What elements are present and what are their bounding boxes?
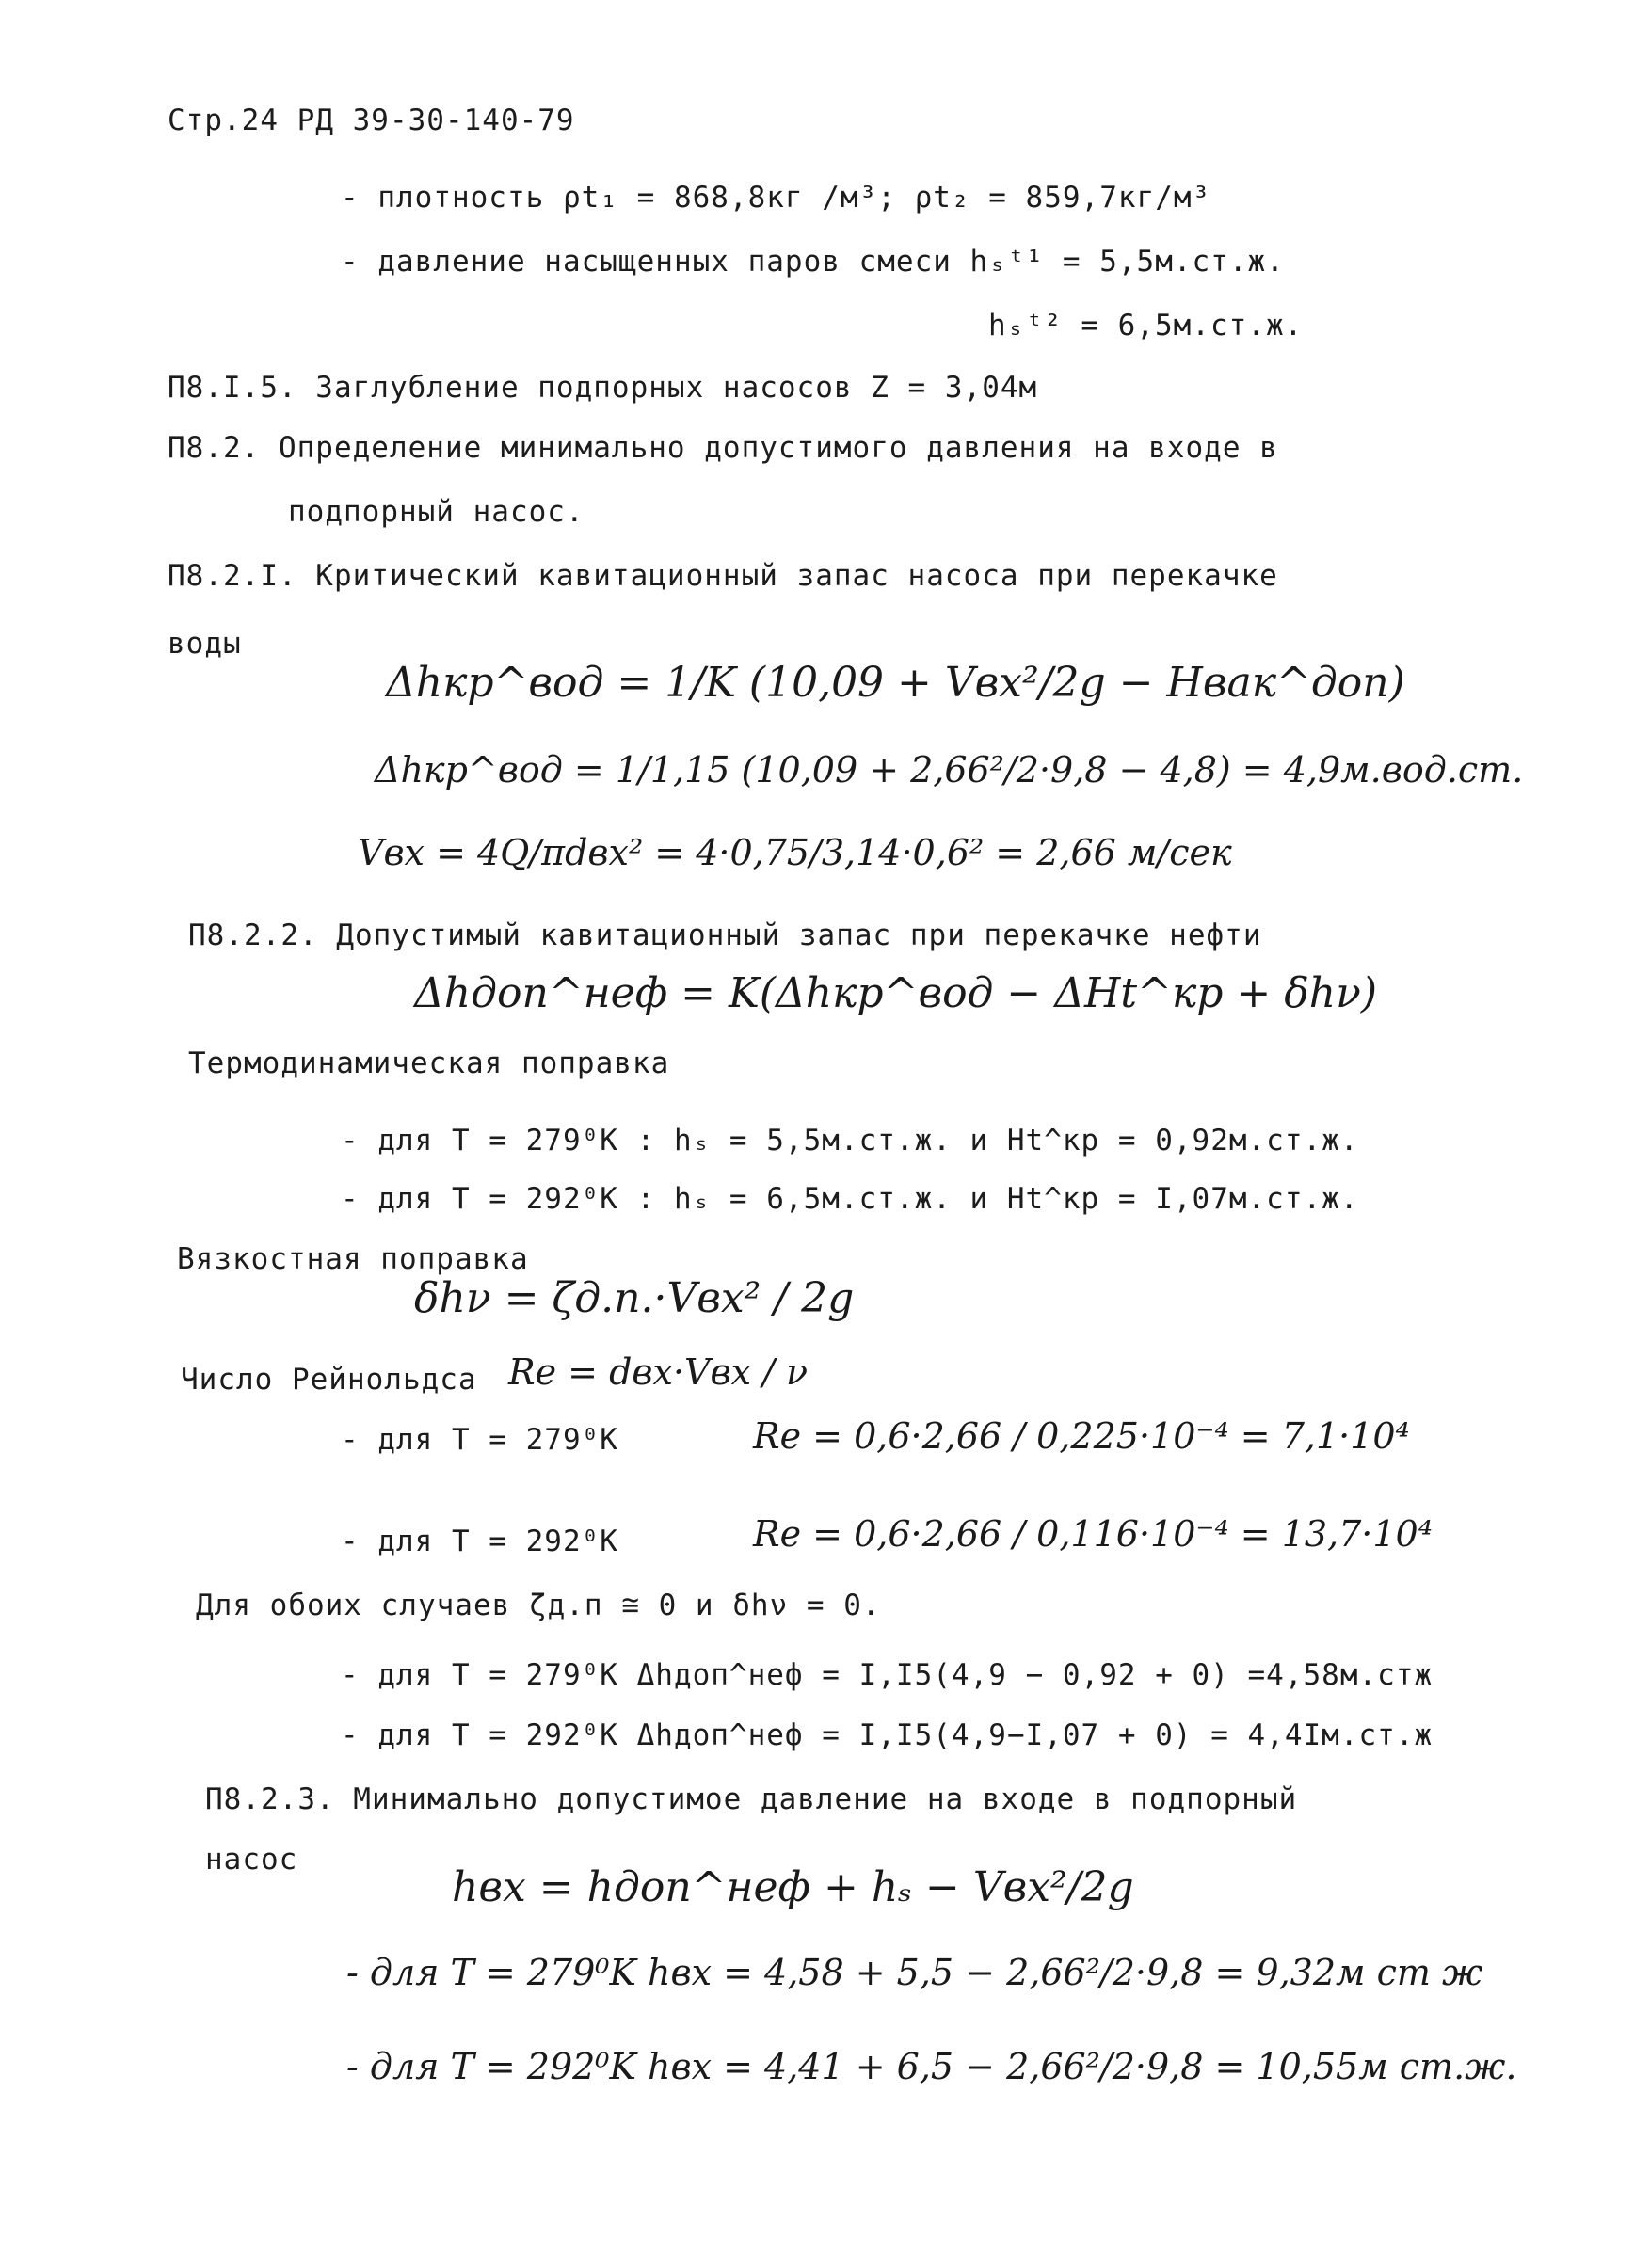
formula-inlet-pressure: hвх = hдоп^неф + hₛ − Vвх²/2g (452, 1863, 1134, 1911)
inlet-pressure-279k: - для T = 279⁰K hвх = 4,58 + 5,5 − 2,66²/2·9,8 = 9,32м ст ж (346, 1952, 1483, 1993)
reynolds-279k-calc: Re = 0,6·2,66 / 0,225·10⁻⁴ = 7,1·10⁴ (753, 1415, 1410, 1457)
viscosity-correction-label: Вязкостная поправка (177, 1242, 529, 1276)
reynolds-292k-calc: Re = 0,6·2,66 / 0,116·10⁻⁴ = 13,7·10⁴ (753, 1513, 1433, 1555)
section-p8-2-title: П8.2. Определение минимально допустимого давления на входе в (168, 431, 1278, 465)
formula-critical-reserve-calc: Δhкр^вод = 1/1,15 (10,09 + 2,66²/2·9,8 − 4,8) = 4,9м.вод.ст. (375, 749, 1524, 791)
thermo-line-279k: - для T = 279⁰K : hₛ = 5,5м.ст.ж. и Ht^кр = 0,92м.ст.ж. (341, 1124, 1359, 1158)
vapor-pressure-line-1: - давление насыщенных паров смеси hₛᵗ¹ = 5,5м.ст.ж. (341, 245, 1285, 279)
reynolds-label: Число Рейнольдса (181, 1363, 477, 1397)
section-p8-2-2-title: П8.2.2. Допустимый кавитационный запас при перекачке нефти (188, 918, 1262, 952)
formula-allowable-reserve: Δhдоп^неф = K(Δhкр^вод − ΔHt^кр + δhν) (414, 969, 1377, 1017)
reynolds-279k-label: - для T = 279⁰K (341, 1423, 618, 1457)
formula-viscosity-correction: δhν = ζд.п.·Vвх² / 2g (414, 1274, 855, 1322)
section-p8-2-1-title: П8.2.I. Критический кавитационный запас насоса при перекачке (168, 559, 1278, 593)
allowable-292k-line: - для T = 292⁰K Δhдоп^неф = I,I5(4,9−I,07 + 0) = 4,4Iм.ст.ж (341, 1718, 1434, 1752)
section-p8-2-3-title: П8.2.3. Минимально допустимое давление на входе в подпорный (205, 1782, 1298, 1816)
section-p8-1-5: П8.I.5. Заглубление подпорных насосов Z = 3,04м (168, 371, 1038, 405)
inlet-pressure-292k: - для T = 292⁰K hвх = 4,41 + 6,5 − 2,66²/2·9,8 = 10,55м ст.ж. (346, 2046, 1517, 2087)
section-p8-2-title-cont: подпорный насос. (288, 495, 585, 529)
formula-critical-reserve: Δhкр^вод = 1/K (10,09 + Vвх²/2g − Hвак^доп) (386, 659, 1405, 707)
section-p8-2-1-title-cont: воды (168, 627, 242, 661)
thermodynamic-correction-label: Термодинамическая поправка (188, 1046, 670, 1080)
both-cases-line: Для обоих случаев ζд.п ≅ 0 и δhν = 0. (196, 1589, 881, 1622)
section-p8-2-3-title-cont: насос (205, 1843, 298, 1877)
formula-inlet-velocity: Vвх = 4Q/πdвх² = 4·0,75/3,14·0,6² = 2,66 м/сек (358, 832, 1232, 873)
formula-reynolds: Re = dвх·Vвх / ν (508, 1351, 809, 1393)
reynolds-292k-label: - для T = 292⁰K (341, 1525, 618, 1558)
allowable-279k-line: - для T = 279⁰K Δhдоп^неф = I,I5(4,9 − 0,92 + 0) =4,58м.стж (341, 1658, 1434, 1692)
page-header: Стр.24 РД 39-30-140-79 (168, 104, 575, 137)
thermo-line-292k: - для T = 292⁰K : hₛ = 6,5м.ст.ж. и Ht^кр = I,07м.ст.ж. (341, 1182, 1359, 1216)
vapor-pressure-line-2: hₛᵗ² = 6,5м.ст.ж. (988, 309, 1304, 343)
density-line: - плотность ρt₁ = 868,8кг /м³; ρt₂ = 859,7кг/м³ (341, 181, 1211, 215)
